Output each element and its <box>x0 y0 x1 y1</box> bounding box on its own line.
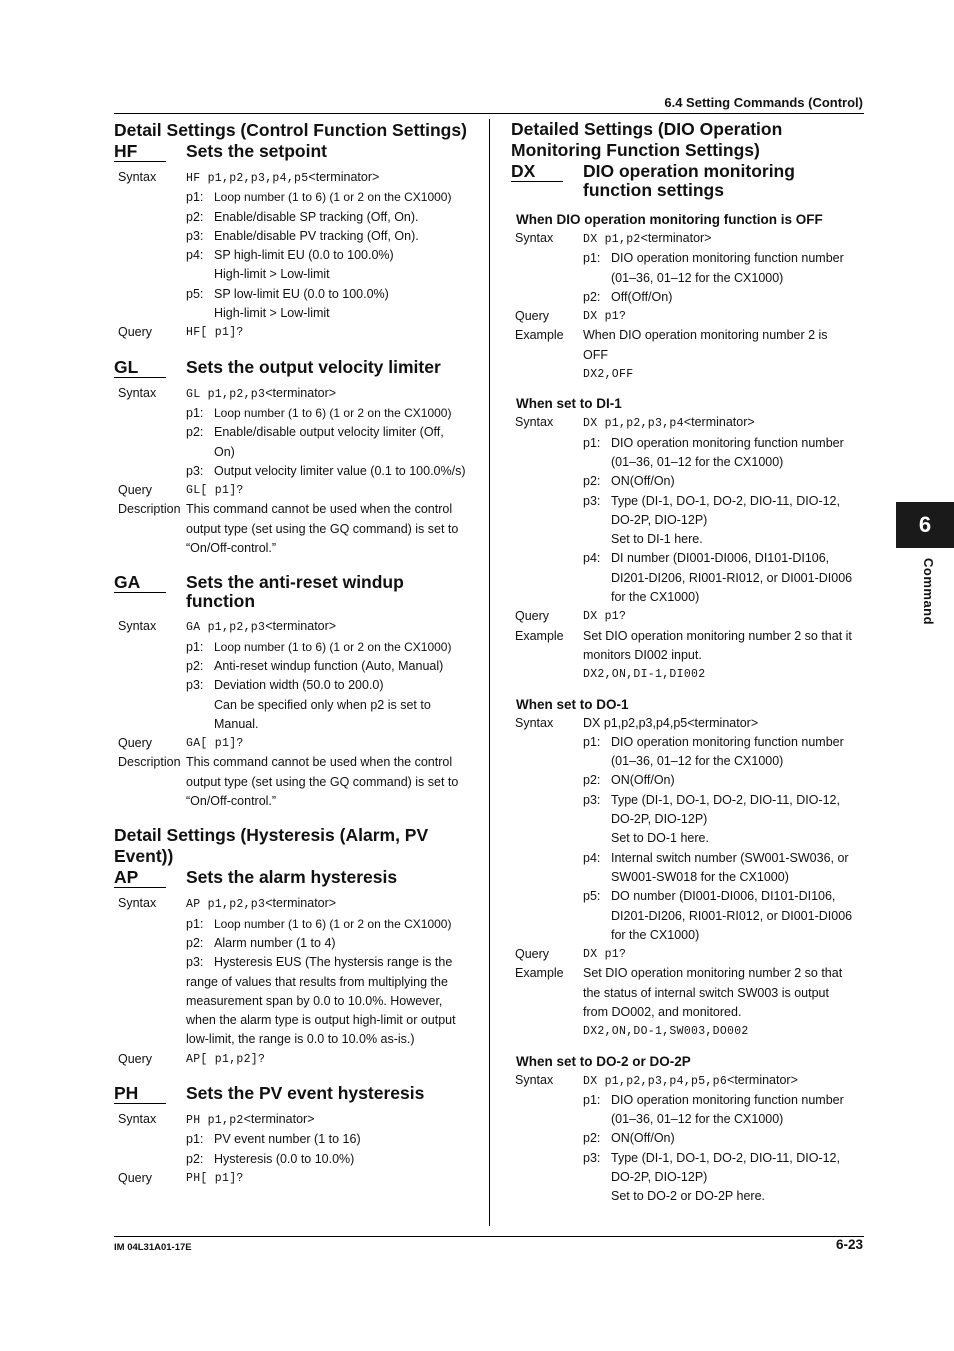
subheading-do2: When set to DO-2 or DO-2P <box>516 1053 691 1069</box>
param-row: Manual. <box>214 716 259 731</box>
param-row: p1: Loop number (1 to 6) (1 or 2 on the CX1000) <box>186 190 452 205</box>
param-row: measurement span by 0.0 to 10.0%. However, <box>186 993 443 1008</box>
param-row: p1: DIO operation monitoring function number <box>583 734 844 749</box>
param-row: p1: DIO operation monitoring function number <box>583 251 844 266</box>
example-code-row: DX2,ON,DO-1,SW003,DO002 <box>583 1025 749 1039</box>
footer-rule <box>114 1236 864 1237</box>
param-row: p5: SP low-limit EU (0.0 to 100.0%) <box>186 286 389 301</box>
param-row: DO-2P, DIO-12P) <box>611 1170 708 1185</box>
subheading-off: When DIO operation monitoring function is OFF <box>516 212 823 227</box>
subheading-do1: When set to DO-1 <box>516 696 629 712</box>
command-code: GA <box>114 572 186 593</box>
param-row: DO-2P, DIO-12P) <box>611 812 708 827</box>
query-row: Query DX p1? <box>515 947 627 962</box>
param-row: DI201-DI206, RI001-RI012, or DI001-DI006 <box>611 908 853 923</box>
syntax-row: Syntax DX p1,p2,p3,p4,p5,p6<terminator> <box>515 1072 798 1088</box>
param-row: p3: Hysteresis EUS (The hystersis range is the <box>186 955 453 970</box>
param-row: p3: Type (DI-1, DO-1, DO-2, DIO-11, DIO-12, <box>583 792 840 807</box>
running-header: 6.4 Setting Commands (Control) <box>664 95 863 110</box>
command-code: PH <box>114 1083 186 1104</box>
param-row: p4: SP high-limit EU (0.0 to 100.0%) <box>186 248 394 263</box>
example-row: Example When DIO operation monitoring number 2 is <box>515 328 828 343</box>
example-row: from DO002, and monitored. <box>583 1004 742 1019</box>
param-row: low-limit, the range is 0.0 to 10.0% as-is.) <box>186 1032 415 1047</box>
description-row: “On/Off-control.” <box>186 794 277 809</box>
param-row: p2: ON(Off/On) <box>583 1131 675 1146</box>
example-row: Example Set DIO operation monitoring number 2 so that it <box>515 628 852 643</box>
example-row: OFF <box>583 347 608 362</box>
param-row: p1: Loop number (1 to 6) (1 or 2 on the CX1000) <box>186 916 452 931</box>
param-row: p3: Output velocity limiter value (0.1 to 100.0%/s) <box>186 463 466 478</box>
subheading-di1: When set to DI-1 <box>516 396 622 412</box>
param-row: p2: Alarm number (1 to 4) <box>186 935 336 950</box>
query-row: Query AP[ p1,p2]? <box>118 1051 266 1066</box>
description-row: output type (set using the GQ command) is set to <box>186 774 459 789</box>
syntax-row: Syntax PH p1,p2<terminator> <box>118 1111 315 1127</box>
param-row: High-limit > Low-limit <box>214 267 330 282</box>
syntax-row: Syntax DX p1,p2<terminator> <box>515 231 712 246</box>
section-title-control-function: Detail Settings (Control Function Settings) <box>114 120 467 140</box>
command-heading-hf <box>114 141 474 162</box>
chapter-tab[interactable]: 6 <box>896 502 954 548</box>
param-row: p1: PV event number (1 to 16) <box>186 1132 361 1147</box>
param-row: p2: Anti-reset windup function (Auto, Manual) <box>186 658 444 673</box>
param-row: p3: Deviation width (50.0 to 200.0) <box>186 678 384 693</box>
description-row: “On/Off-control.” <box>186 541 277 556</box>
param-row: On) <box>214 444 235 459</box>
section-title-dio: Detailed Settings (DIO Operation Monitoring Function Settings) <box>511 119 783 160</box>
param-row: (01–36, 01–12 for the CX1000) <box>611 1112 784 1127</box>
param-row: p5: DO number (DI001-DI006, DI101-DI106, <box>583 889 836 904</box>
query-row: Query GA[ p1]? <box>118 736 244 751</box>
query-row: Query DX p1? <box>515 309 627 324</box>
param-row: p2: ON(Off/On) <box>583 773 675 788</box>
param-row: High-limit > Low-limit <box>214 306 330 321</box>
param-row: p2: Enable/disable SP tracking (Off, On). <box>186 209 419 224</box>
syntax-row: Syntax AP p1,p2,p3<terminator> <box>118 896 337 912</box>
command-title: Sets the anti-reset windup function <box>186 572 404 612</box>
param-row: SW001-SW018 for the CX1000) <box>611 869 789 884</box>
param-row: p1: Loop number (1 to 6) (1 or 2 on the CX1000) <box>186 405 452 420</box>
right-column <box>511 119 866 1207</box>
command-title: DIO operation monitoring function settings <box>583 161 795 200</box>
param-row: p3: Type (DI-1, DO-1, DO-2, DIO-11, DIO-12, <box>583 1150 840 1165</box>
command-code: DX <box>511 161 583 182</box>
param-row: p2: Off(Off/On) <box>583 289 673 304</box>
command-heading-ph <box>114 1083 474 1104</box>
param-row: p1: DIO operation monitoring function number <box>583 435 844 450</box>
chapter-tab-label: Command <box>921 558 936 626</box>
header-rule <box>114 113 864 114</box>
command-heading-ga <box>114 572 474 611</box>
param-row: p4: DI number (DI001-DI006, DI101-DI106, <box>583 551 830 566</box>
param-row: Can be specified only when p2 is set to <box>214 697 431 712</box>
page-number: 6-23 <box>835 1237 863 1252</box>
param-row: p3: Enable/disable PV tracking (Off, On). <box>186 228 419 243</box>
syntax-row: Syntax DX p1,p2,p3,p4<terminator> <box>515 415 755 431</box>
example-row: Example Set DIO operation monitoring number 2 so that <box>515 966 843 981</box>
document-id: IM 04L31A01-17E <box>114 1242 192 1253</box>
param-row: (01–36, 01–12 for the CX1000) <box>611 270 784 285</box>
description-row: output type (set using the GQ command) is set to <box>186 521 459 536</box>
command-heading-gl <box>114 357 474 378</box>
example-code-row: DX2,ON,DI-1,DI002 <box>583 668 706 682</box>
section-title-hysteresis: Detail Settings (Hysteresis (Alarm, PV Event)) <box>114 825 429 867</box>
query-row: Query HF[ p1]? <box>118 325 244 340</box>
syntax-row: Syntax HF p1,p2,p3,p4,p5<terminator> <box>118 170 380 185</box>
param-row: DI201-DI206, RI001-RI012, or DI001-DI006 <box>611 570 853 585</box>
query-row: Query DX p1? <box>515 609 627 624</box>
command-title: Sets the output velocity limiter <box>186 356 441 377</box>
param-row: (01–36, 01–12 for the CX1000) <box>611 454 784 469</box>
param-row: for the CX1000) <box>611 927 700 942</box>
command-code: HF <box>114 141 186 162</box>
param-row: for the CX1000) <box>611 590 700 605</box>
param-row: p3: Type (DI-1, DO-1, DO-2, DIO-11, DIO-12, <box>583 493 840 508</box>
example-code-row: DX2,OFF <box>583 368 634 382</box>
param-row: range of values that results from multiplying the <box>186 974 448 989</box>
description-row: Description This command cannot be used when the control <box>118 502 453 517</box>
syntax-row: Syntax DX p1,p2,p3,p4,p5<terminator> <box>515 715 759 730</box>
param-row: Set to DO-2 or DO-2P here. <box>611 1189 765 1204</box>
command-code: AP <box>114 867 186 888</box>
description-row: Description This command cannot be used when the control <box>118 755 453 770</box>
left-column <box>114 120 474 1188</box>
query-row: Query PH[ p1]? <box>118 1170 244 1185</box>
command-heading-dx <box>511 161 866 200</box>
param-row: p2: ON(Off/On) <box>583 474 675 489</box>
param-row: when the alarm type is output high-limit or output <box>186 1013 456 1028</box>
param-row: DO-2P, DIO-12P) <box>611 512 708 527</box>
param-row: p1: Loop number (1 to 6) (1 or 2 on the CX1000) <box>186 639 452 654</box>
param-row: p4: Internal switch number (SW001-SW036, or <box>583 850 849 865</box>
column-divider <box>489 119 490 1226</box>
command-code: GL <box>114 357 186 378</box>
syntax-row: Syntax GL p1,p2,p3<terminator> <box>118 385 337 401</box>
example-row: monitors DI002 input. <box>583 647 702 662</box>
command-title: Sets the setpoint <box>186 141 327 161</box>
command-title: Sets the alarm hysteresis <box>186 867 398 888</box>
param-row: Set to DO-1 here. <box>611 831 709 846</box>
syntax-row: Syntax GA p1,p2,p3<terminator> <box>118 619 337 635</box>
param-row: p1: DIO operation monitoring function number <box>583 1092 844 1107</box>
example-row: the status of internal switch SW003 is output <box>583 985 829 1000</box>
command-heading-ap <box>114 867 474 888</box>
command-title: Sets the PV event hysteresis <box>186 1082 425 1103</box>
param-row: p2: Enable/disable output velocity limiter (Off, <box>186 425 444 440</box>
param-row: (01–36, 01–12 for the CX1000) <box>611 754 784 769</box>
param-row: Set to DI-1 here. <box>611 532 703 547</box>
query-row: Query GL[ p1]? <box>118 483 244 498</box>
param-row: p2: Hysteresis (0.0 to 10.0%) <box>186 1151 355 1166</box>
